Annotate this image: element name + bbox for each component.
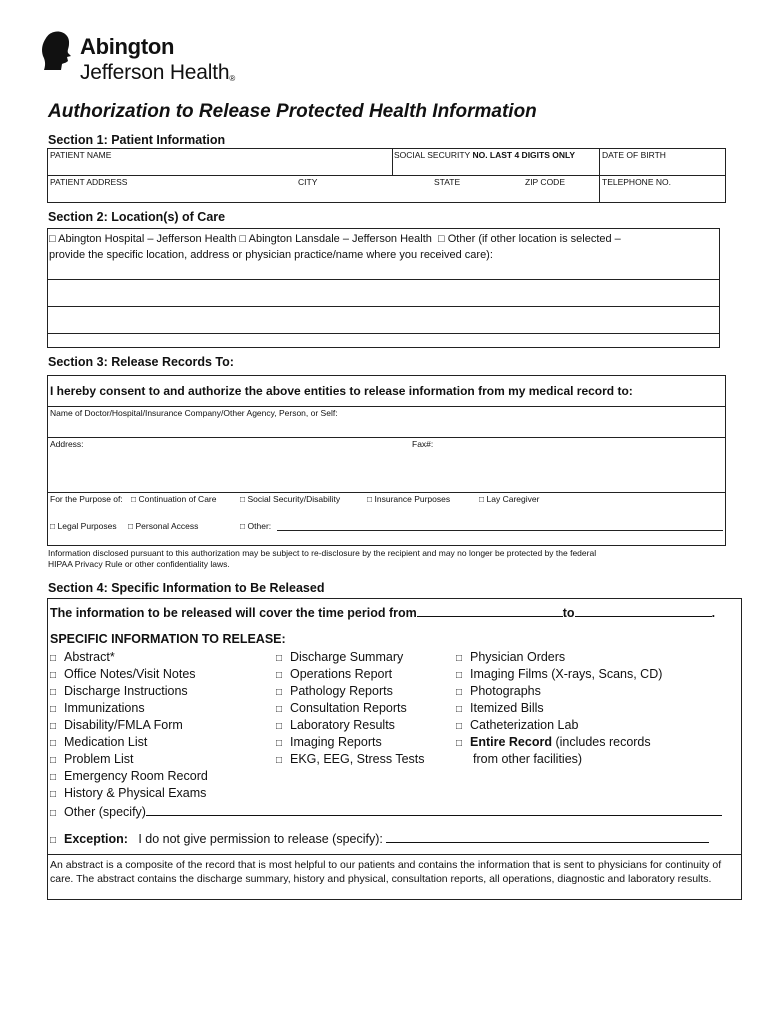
- item-physician-orders[interactable]: □ Physician Orders: [456, 650, 566, 664]
- other-location-checkbox[interactable]: □: [438, 233, 445, 245]
- location-options-line: [49, 233, 621, 245]
- brand-name-line1: Abington: [80, 34, 175, 59]
- purpose-lay-caregiver[interactable]: □ Lay Caregiver: [479, 494, 540, 504]
- item-emergency-room[interactable]: □ Emergency Room Record: [50, 769, 208, 783]
- item-other-specify[interactable]: □ Other (specify): [50, 803, 722, 819]
- item-consultation-reports[interactable]: □ Consultation Reports: [276, 701, 407, 715]
- item-imaging-films[interactable]: □ Imaging Films (X-rays, Scans, CD): [456, 667, 663, 681]
- abington-hospital-label: Abington Hospital – Jefferson Health: [58, 233, 237, 245]
- period-to-input[interactable]: [575, 604, 712, 617]
- fax-field[interactable]: Fax#:: [412, 439, 434, 449]
- period-from-input[interactable]: [417, 604, 563, 617]
- patient-address-field[interactable]: PATIENT ADDRESS: [50, 177, 128, 187]
- specific-info-heading: SPECIFIC INFORMATION TO RELEASE:: [50, 632, 286, 646]
- abstract-note: An abstract is a composite of the record that is most helpful to our patients and contains the information that is sent to physicians for continuity of care. The abstract contains the discharge summary, history and physical, consultation reports, all operations, diagnostic and laboratory results.: [50, 859, 722, 885]
- item-laboratory-results[interactable]: □ Laboratory Results: [276, 718, 395, 732]
- jefferson-silhouette-logo-icon: [40, 30, 74, 72]
- brand-name-line2: Jefferson Health®: [80, 61, 236, 84]
- item-medication-list[interactable]: □ Medication List: [50, 735, 148, 749]
- purpose-personal-access[interactable]: □ Personal Access: [128, 521, 199, 531]
- location-entry-line-2[interactable]: [49, 309, 717, 331]
- item-imaging-reports[interactable]: □ Imaging Reports: [276, 735, 382, 749]
- purpose-social-security[interactable]: □ Social Security/Disability: [240, 494, 341, 504]
- item-problem-list[interactable]: □ Problem List: [50, 752, 134, 766]
- purpose-other[interactable]: □ Other:: [240, 521, 272, 531]
- item-disability-fmla[interactable]: □ Disability/FMLA Form: [50, 718, 183, 732]
- location-entry-line-1[interactable]: [49, 282, 717, 304]
- disclaimer-line2: HIPAA Privacy Rule or other confidentiality laws.: [48, 559, 230, 569]
- item-immunizations[interactable]: □ Immunizations: [50, 701, 145, 715]
- exception-line: □ Exception: I do not give permission to release (specify):: [50, 830, 709, 846]
- ssn-field[interactable]: SOCIAL SECURITY NO. LAST 4 DIGITS ONLY: [394, 150, 576, 160]
- zip-field[interactable]: ZIP CODE: [525, 177, 565, 187]
- telephone-field[interactable]: TELEPHONE NO.: [602, 177, 671, 187]
- abington-hospital-checkbox[interactable]: □: [49, 233, 56, 245]
- state-field[interactable]: STATE: [434, 177, 461, 187]
- purpose-continuation-of-care[interactable]: □ Continuation of Care: [131, 494, 217, 504]
- purpose-legal[interactable]: □ Legal Purposes: [50, 521, 117, 531]
- item-photographs[interactable]: □ Photographs: [456, 684, 541, 698]
- purpose-insurance[interactable]: □ Insurance Purposes: [367, 494, 451, 504]
- exception-input[interactable]: [386, 830, 709, 843]
- disclaimer-line1: Information disclosed pursuant to this authorization may be subject to re-disclosure by the recipient and may no longer be protected by the federal: [48, 548, 597, 558]
- section2-heading: Section 2: Location(s) of Care: [48, 210, 226, 224]
- item-entire-record[interactable]: □ Entire Record (includes records: [456, 735, 651, 749]
- patient-name-field[interactable]: PATIENT NAME: [50, 150, 112, 160]
- recipient-name-field[interactable]: Name of Doctor/Hospital/Insurance Company/Other Agency, Person, or Self:: [50, 408, 338, 418]
- item-discharge-instructions[interactable]: □ Discharge Instructions: [50, 684, 188, 698]
- item-itemized-bills[interactable]: □ Itemized Bills: [456, 701, 544, 715]
- dob-field[interactable]: DATE OF BIRTH: [602, 150, 666, 160]
- other-specify-input[interactable]: [146, 803, 722, 816]
- purpose-other-input[interactable]: [277, 530, 723, 531]
- location-instructions: provide the specific location, address or physician practice/name where you received care):: [49, 249, 493, 261]
- section1-heading: Section 1: Patient Information: [48, 133, 226, 147]
- item-discharge-summary[interactable]: □ Discharge Summary: [276, 650, 404, 664]
- item-operations-report[interactable]: □ Operations Report: [276, 667, 393, 681]
- item-catheterization-lab[interactable]: □ Catheterization Lab: [456, 718, 579, 732]
- purpose-label: For the Purpose of:: [50, 494, 123, 504]
- page-title: Authorization to Release Protected Health Information: [48, 101, 537, 122]
- section4-heading: Section 4: Specific Information to Be Released: [48, 581, 325, 595]
- consent-statement: I hereby consent to and authorize the above entities to release information from my medical record to:: [50, 384, 633, 398]
- item-office-notes[interactable]: □ Office Notes/Visit Notes: [50, 667, 196, 681]
- city-field[interactable]: CITY: [298, 177, 318, 187]
- section3-heading: Section 3: Release Records To:: [48, 355, 234, 369]
- abington-lansdale-label: Abington Lansdale – Jefferson Health: [248, 233, 432, 245]
- recipient-address-field[interactable]: Address:: [50, 439, 84, 449]
- item-history-physical[interactable]: □ History & Physical Exams: [50, 786, 207, 800]
- exception-checkbox[interactable]: □: [50, 835, 57, 846]
- abington-lansdale-checkbox[interactable]: □: [239, 233, 247, 245]
- other-location-label: Other (if other location is selected –: [447, 233, 621, 245]
- entire-record-note: from other facilities): [473, 752, 583, 766]
- item-ekg-eeg[interactable]: □ EKG, EEG, Stress Tests: [276, 752, 425, 766]
- item-abstract[interactable]: □ Abstract*: [50, 650, 115, 664]
- time-period-line: The information to be released will cover the time period from to .: [50, 606, 716, 620]
- item-pathology-reports[interactable]: □ Pathology Reports: [276, 684, 393, 698]
